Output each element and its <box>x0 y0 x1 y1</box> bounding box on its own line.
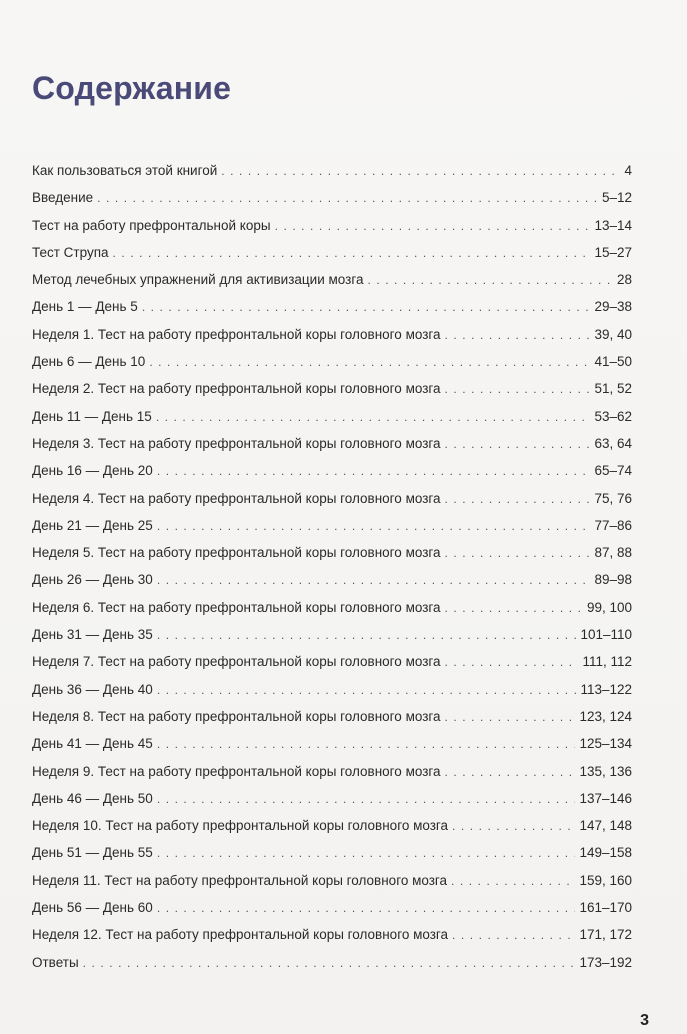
toc-entry-title: Неделя 10. Тест на работу префронтальной коры головного мозга <box>32 818 449 834</box>
toc-entry-pages: 41–50 <box>594 354 632 370</box>
dot-leader <box>275 213 591 239</box>
toc-entry-pages: 149–158 <box>579 845 632 861</box>
toc-entry <box>32 703 632 730</box>
toc-entry <box>32 293 632 320</box>
toc-entry-title: Тест на работу префронтальной коры <box>32 217 271 233</box>
toc-entry-pages: 29–38 <box>594 299 632 315</box>
toc-entry <box>32 676 632 703</box>
toc-entry-pages: 15–27 <box>594 244 632 260</box>
dot-leader <box>445 759 576 785</box>
toc-entry <box>32 648 632 675</box>
dot-leader <box>97 185 598 211</box>
dot-leader <box>445 486 591 512</box>
toc-entry-title: День 1 — День 5 <box>32 299 138 315</box>
toc-entry-title: Неделя 8. Тест на работу префронтальной коры головного мозга <box>32 708 441 724</box>
toc-entry <box>32 430 632 457</box>
toc-entry-pages: 99, 100 <box>586 599 632 615</box>
toc-entry <box>32 594 632 621</box>
toc-entry-title: День 21 — День 25 <box>32 517 153 533</box>
dot-leader <box>157 731 576 757</box>
toc-entry-title: День 26 — День 30 <box>32 572 153 588</box>
dot-leader <box>445 649 579 675</box>
toc-entry-pages: 63, 64 <box>594 435 632 451</box>
toc-entry-pages: 77–86 <box>594 517 632 533</box>
toc-entry-pages: 161–170 <box>579 900 632 916</box>
toc-entry-pages: 75, 76 <box>594 490 632 506</box>
table-of-contents <box>32 157 632 976</box>
dot-leader <box>221 158 620 184</box>
dot-leader <box>113 240 591 266</box>
dot-leader <box>157 786 576 812</box>
toc-entry-pages: 123, 124 <box>579 708 632 724</box>
toc-entry-title: День 36 — День 40 <box>32 681 153 697</box>
dot-leader <box>157 622 577 648</box>
toc-entry-title: День 46 — День 50 <box>32 790 153 806</box>
toc-entry-pages: 111, 112 <box>582 654 632 670</box>
toc-entry-title: Неделя 9. Тест на работу префронтальной коры головного мозга <box>32 763 441 779</box>
toc-entry <box>32 758 632 785</box>
toc-entry-title: Неделя 5. Тест на работу префронтальной коры головного мозга <box>32 545 441 561</box>
toc-entry-title: Неделя 4. Тест на работу префронтальной коры головного мозга <box>32 490 441 506</box>
toc-entry-pages: 125–134 <box>579 736 632 752</box>
toc-entry-pages: 137–146 <box>579 790 632 806</box>
toc-entry-title: День 41 — День 45 <box>32 736 153 752</box>
dot-leader <box>445 376 591 402</box>
toc-entry-pages: 65–74 <box>594 463 632 479</box>
toc-entry-title: Ответы <box>32 954 79 970</box>
toc-entry <box>32 375 632 402</box>
toc-entry <box>32 867 632 894</box>
toc-entry-pages: 39, 40 <box>594 326 632 342</box>
toc-entry-pages: 113–122 <box>580 681 632 697</box>
dot-leader <box>445 540 591 566</box>
toc-entry-title: День 16 — День 20 <box>32 463 153 479</box>
toc-entry-pages: 51, 52 <box>594 381 632 397</box>
toc-entry-pages: 89–98 <box>594 572 632 588</box>
toc-entry-title: День 6 — День 10 <box>32 354 146 370</box>
dot-leader <box>157 567 591 593</box>
toc-entry-title: Как пользоваться этой книгой <box>32 163 218 178</box>
toc-entry-title: Неделя 1. Тест на работу префронтальной коры головного мозга <box>32 326 441 342</box>
dot-leader <box>445 704 576 730</box>
toc-entry <box>32 457 632 484</box>
toc-entry <box>32 321 632 348</box>
toc-entry <box>32 403 632 430</box>
dot-leader <box>451 868 575 894</box>
toc-entry <box>32 539 632 566</box>
toc-entry <box>32 485 632 512</box>
toc-entry <box>32 239 632 266</box>
toc-entry-pages: 4 <box>624 163 632 178</box>
toc-entry-pages: 147, 148 <box>579 818 632 834</box>
toc-entry <box>32 212 632 239</box>
dot-leader <box>157 458 591 484</box>
toc-entry-title: Неделя 2. Тест на работу префронтальной коры головного мозга <box>32 381 441 397</box>
dot-leader <box>157 677 577 703</box>
dot-leader <box>83 950 576 976</box>
toc-entry <box>32 621 632 648</box>
toc-entry-pages: 101–110 <box>580 627 632 643</box>
dot-leader <box>445 431 591 457</box>
toc-entry <box>32 812 632 839</box>
toc-entry <box>32 894 632 921</box>
toc-entry <box>32 157 632 184</box>
toc-entry-pages: 53–62 <box>594 408 632 424</box>
toc-entry <box>32 266 632 293</box>
dot-leader <box>157 840 576 866</box>
toc-entry-title: День 11 — День 15 <box>32 408 152 424</box>
dot-leader <box>452 813 575 839</box>
toc-entry-title: Тест Струпа <box>32 244 109 260</box>
toc-entry-title: Метод лечебных упражнений для активизации мозга <box>32 272 364 288</box>
toc-entry-title: Неделя 6. Тест на работу префронтальной коры головного мозга <box>32 599 441 615</box>
toc-entry-title: Неделя 7. Тест на работу префронтальной коры головного мозга <box>32 654 441 670</box>
toc-entry-title: День 51 — День 55 <box>32 845 153 861</box>
toc-entry-pages: 13–14 <box>594 217 632 233</box>
toc-entry <box>32 184 632 211</box>
page-title: Содержание <box>32 70 232 106</box>
toc-entry-pages: 87, 88 <box>594 545 632 561</box>
toc-entry <box>32 566 632 593</box>
dot-leader <box>367 267 613 293</box>
toc-entry-title: День 56 — День 60 <box>32 900 153 916</box>
toc-entry-title: Неделя 12. Тест на работу префронтальной коры головного мозга <box>32 927 449 943</box>
dot-leader <box>445 595 583 621</box>
toc-entry <box>32 785 632 812</box>
toc-entry-pages: 171, 172 <box>579 927 632 943</box>
toc-entry-pages: 5–12 <box>601 190 632 206</box>
toc-entry <box>32 921 632 948</box>
dot-leader <box>452 922 575 948</box>
toc-entry-pages: 28 <box>616 272 632 288</box>
toc-entry-title: Неделя 11. Тест на работу префронтальной коры головного мозга <box>32 872 448 888</box>
toc-entry-pages: 173–192 <box>579 954 632 970</box>
dot-leader <box>142 294 591 320</box>
page-number: 3 <box>640 1012 649 1029</box>
toc-entry <box>32 730 632 757</box>
dot-leader <box>157 513 591 539</box>
dot-leader <box>156 404 591 430</box>
toc-entry-title: День 31 — День 35 <box>32 627 153 643</box>
dot-leader <box>445 322 591 348</box>
toc-entry <box>32 949 632 976</box>
toc-entry <box>32 512 632 539</box>
toc-entry <box>32 839 632 866</box>
toc-entry-pages: 135, 136 <box>579 763 632 779</box>
toc-entry-pages: 159, 160 <box>579 872 632 888</box>
toc-entry-title: Неделя 3. Тест на работу префронтальной коры головного мозга <box>32 435 441 451</box>
dot-leader <box>149 349 590 375</box>
dot-leader <box>157 895 576 921</box>
toc-entry <box>32 348 632 375</box>
toc-entry-title: Введение <box>32 190 94 206</box>
